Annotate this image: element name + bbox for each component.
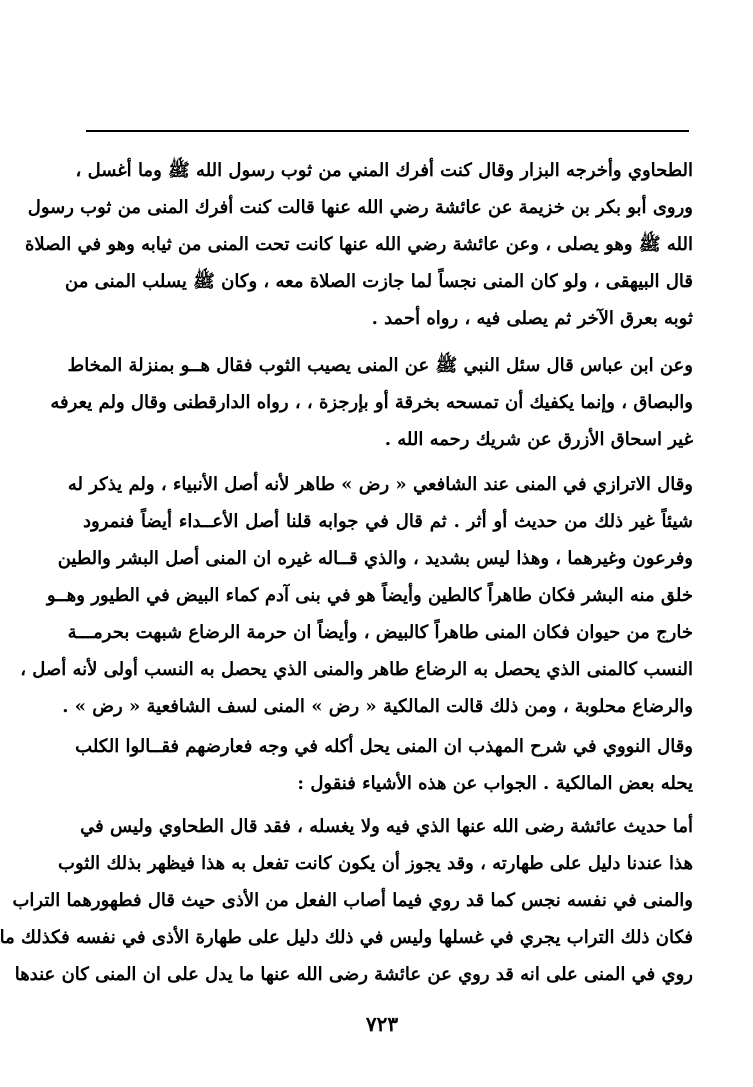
paragraph-3 (20, 466, 693, 725)
text-line: الله ﷺ وهو يصلى ، وعن عائشة رضي الله عنها كانت تحت المنى من ثيابه وهو في الصلاة (24, 234, 693, 255)
text-line: خارج من حيوان فكان المنى طاهراً كالبيض ، وأيضاً ان حرمة الرضاع شبهت بحرمـــة (67, 622, 693, 643)
text-line: شيئاً غير ذلك من حديث أو أثر . ثم قال في جوابه قلنا أصل الأعــداء أيضاً فنمرود (83, 511, 693, 532)
paragraph-4 (75, 728, 693, 802)
text-line: خلق منه البشر فكان طاهراً كالطين وأيضاً هو في بنى آدم كماء البيض في الطيور وهــو (46, 585, 693, 606)
text-line: وعن ابن عباس قال سئل النبي ﷺ عن المنى يصيب الثوب فقال هــو بمنزلة المخاط (67, 355, 693, 376)
paragraph-5 (0, 808, 693, 993)
text-line: وروى أبو بكر بن خزيمة عن عائشة رضي الله عنها قالت كنت أفرك المنى من ثوب رسول (27, 197, 693, 218)
text-line: قال البيهقى ، ولو كان المنى نجساً لما جازت الصلاة معه ، وكان ﷺ يسلب المنى من (65, 271, 693, 292)
text-line: فكان ذلك التراب يجري في غسلها وليس في ذلك دليل على طهارة الأذى في نفسه فكذلك ما (0, 927, 693, 948)
text-line: غير اسحاق الأزرق عن شريك رحمه الله . (384, 429, 693, 450)
page-number: ٧٢٣ (365, 1012, 399, 1036)
text-line: النسب كالمنى الذي يحصل به الرضاع طاهر والمنى الذي يحصل به النسب أولى لأنه أصل ، (20, 659, 693, 680)
text-line: وقال الاترازي في المنى عند الشافعي « رض » طاهر لأنه أصل الأنبياء ، ولم يذكر له (67, 474, 693, 495)
text-line: أما حديث عائشة رضى الله عنها الذي فيه ولا يغسله ، فقد قال الطحاوي وليس في (80, 816, 693, 837)
text-line: وقال النووي في شرح المهذب ان المنى يحل أكله في وجه فعارضهم فقــالوا الكلب (75, 736, 693, 757)
text-line: روي في المنى على انه قد روي عن عائشة رضى الله عنها ما يدل على ان المنى كان عندها (14, 964, 693, 985)
paragraph-2 (50, 347, 693, 458)
text-line: يحله بعض المالكية . الجواب عن هذه الأشياء فنقول : (297, 773, 693, 794)
text-line: الطحاوي وأخرجه البزار وقال كنت أفرك المني من ثوب رسول الله ﷺ وما أغسل ، (75, 160, 693, 181)
text-line: وفرعون وغيرهما ، وهذا ليس بشديد ، والذي قــاله غيره ان المنى أصل البشر والطين (57, 548, 693, 569)
text-line: هذا عندنا دليل على طهارته ، وقد يجوز أن يكون كانت تفعل به هذا فيظهر بذلك الثوب (58, 853, 693, 874)
text-line: ثوبه بعرق الآخر ثم يصلى فيه ، رواه أحمد . (371, 308, 693, 329)
header-rule (86, 130, 689, 132)
text-line: والبصاق ، وإنما يكفيك أن تمسحه بخرقة أو بإرجزة ، ، رواه الدارقطنى وقال ولم يعرفه (50, 392, 693, 413)
paragraph-1 (24, 152, 693, 337)
text-line: والمنى في نفسه نجس كما قد روي فيما أصاب الفعل من الأذى حيث قال فطهورهما التراب (12, 890, 693, 911)
text-line: والرضاع محلوبة ، ومن ذلك قالت المالكية « رض » المنى لسف الشافعية « رض » . (62, 696, 693, 717)
